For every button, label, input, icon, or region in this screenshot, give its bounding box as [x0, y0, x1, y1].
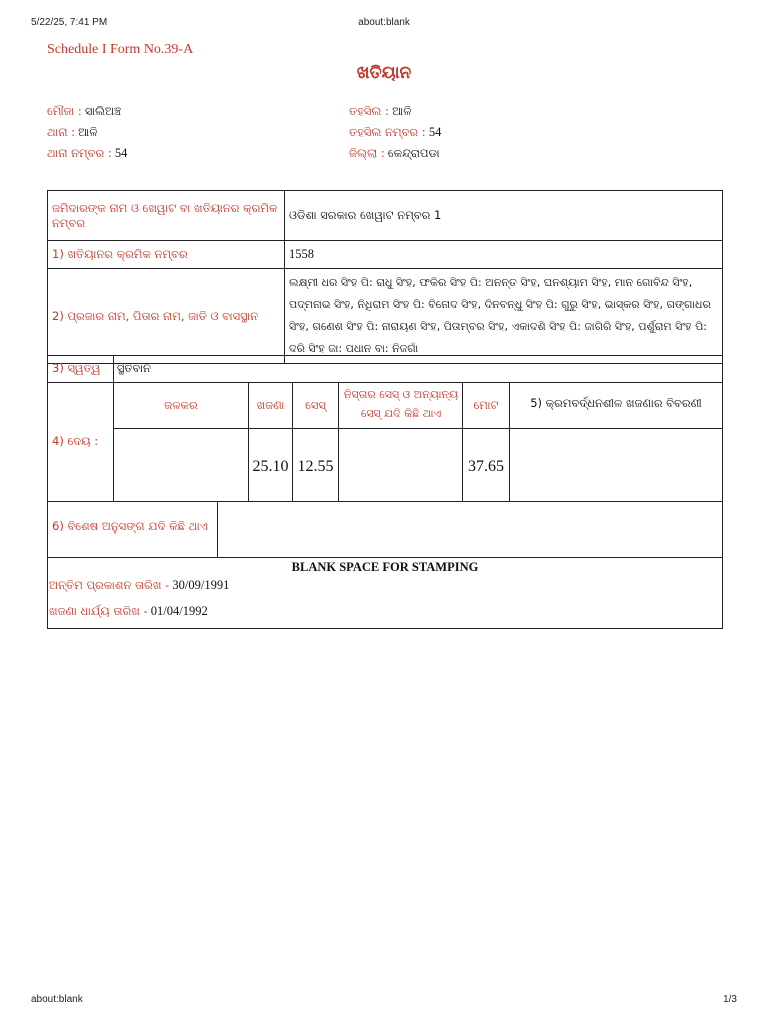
mouza-label: ମୌଜା :	[47, 104, 82, 118]
publication-date-value: 30/09/1991	[172, 578, 230, 592]
header-progressive: 5) କ୍ରମବର୍ଦ୍ଧନଶୀଳ ଖଜଣାର ବିବରଣୀ	[530, 396, 702, 410]
value-cess: 12.55	[297, 458, 334, 475]
thana-no-row	[47, 146, 127, 161]
tenant-row	[48, 269, 723, 364]
stamp-heading: BLANK SPACE FOR STAMPING	[291, 560, 479, 574]
assessment-date-value: 01/04/1992	[150, 604, 208, 618]
special-row	[47, 502, 723, 558]
header-jalkar: ଜଳକର	[164, 398, 198, 412]
owner-row	[48, 191, 723, 241]
thana-no-label: ଥାନା ନମ୍ବର :	[47, 146, 112, 160]
special-divider	[217, 502, 218, 557]
page-title: ଖତିୟାନ	[356, 63, 412, 83]
owner-label: ଜମିଦାରଙ୍କ ନାମ ଓ ଖେୱାଟ ବା ଖତିୟାନର କ୍ରମିକ ନମ୍ବର	[48, 191, 285, 241]
thana-label: ଥାନା :	[47, 125, 75, 139]
right-label: 3) ସ୍ୱତ୍ୱ	[52, 361, 101, 375]
assessment-date-line	[49, 604, 208, 619]
serial-label: 1) ଖତିୟାନର କ୍ରମିକ ନମ୍ବର	[48, 241, 285, 269]
mouza-row	[47, 104, 121, 119]
header-cess: ସେସ୍	[305, 398, 326, 412]
header-other-cess: ନିସ୍ତାର ସେସ୍ ଓ ଅନ୍ୟାନ୍ୟ ସେସ୍ ଯଦି କିଛି ଥାଏ	[343, 388, 459, 420]
owner-value: ଓଡିଶା ସରକାର ଖେୱାଟ ନମ୍ବର 1	[285, 191, 723, 241]
header-total: ମୋଟ	[473, 398, 499, 412]
fees-header-line	[113, 428, 722, 429]
serial-value: 1558	[285, 241, 723, 269]
assessment-date-label: ଖଜଣା ଧାର୍ଯ୍ୟ ତାରିଖ -	[49, 604, 148, 618]
tahasil-row	[349, 104, 412, 119]
publication-date-label: ଅନ୍ତିମ ପ୍ରକାଶନ ତାରିଖ -	[49, 578, 170, 592]
special-label: 6) ବିଶେଷ ଅନୁସଙ୍ଗ ଯଦି କିଛି ଥାଏ	[52, 519, 208, 533]
print-url-footer: about:blank	[31, 994, 83, 1005]
mouza-value: ସାଲିଅଞ୍ଚ	[84, 104, 122, 118]
fees-label: 4) ଦେୟ :	[52, 434, 99, 448]
right-value: ସ୍ଥିତିବାନ	[117, 361, 151, 375]
stamp-box	[47, 557, 723, 629]
fees-row	[47, 382, 723, 502]
header-khajana: ଖଜଣା	[256, 398, 285, 412]
form-number: Schedule I Form No.39-A	[47, 42, 194, 57]
district-label: ଜିଲ୍ଲା :	[349, 146, 385, 160]
tahasil-label: ତହସିଲ :	[349, 104, 389, 118]
thana-no-value: 54	[114, 146, 128, 160]
district-value: କେନ୍ଦ୍ରାପଡା	[387, 146, 440, 160]
value-total: 37.65	[468, 458, 504, 475]
page-counter: 1/3	[723, 994, 737, 1005]
tahasil-no-value: 54	[428, 125, 442, 139]
thana-row	[47, 125, 98, 140]
print-timestamp: 5/22/25, 7:41 PM	[31, 17, 108, 28]
serial-row	[48, 241, 723, 269]
tenant-label: 2) ପ୍ରଜାର ନାମ, ପିତାର ନାମ, ଜାତି ଓ ବାସସ୍ଥାନ	[48, 269, 285, 364]
print-url-header: about:blank	[358, 17, 410, 28]
value-khajana: 25.10	[252, 458, 289, 475]
tahasil-value: ଆଳି	[392, 104, 412, 118]
thana-value: ଆଳି	[78, 125, 98, 139]
fees-divider-4	[338, 382, 339, 501]
district-row	[349, 146, 440, 161]
tahasil-no-label: ତହସିଲ ନମ୍ବର :	[349, 125, 426, 139]
right-row	[47, 355, 723, 383]
tenant-value: ଲକ୍ଷ୍ମୀ ଧର ସିଂହ ପି: ରାଧୁ ସିଂହ, ଫକିର ସିଂହ ପି: ଅନନ୍ତ ସିଂହ, ଘନଶ୍ୟାମ ସିଂହ, ମାନ ଗୋବିନ୍ଦ ସିଂହ, ପଦ୍ମନାଭ ସିଂହ, ନିଧିରାମ ସିଂହ ପି: ବିନୋଦ ସିଂହ, ଦିନବନ୍ଧୁ ସିଂହ ପି: ଗୁରୁ ସିଂହ, ଭାସ୍କର ସିଂହ, ଗଙ୍ଗାଧର ସିଂହ, ଗଣେଶ ସିଂହ ପି: ନାରାୟଣ ସିଂହ, ପିତାମ୍ବର ସିଂହ, ଏକାଦଶି ସିଂହ ପି: ଜାଗିରି ସିଂହ, ପର୍ଶୁରାମ ସିଂହ ପି: ଦରି ସିଂହ ଜା: ପଧାନ ବା: ନିଜଗାଁ	[285, 269, 723, 364]
tahasil-no-row	[349, 125, 441, 140]
record-table	[47, 190, 723, 364]
right-divider	[113, 356, 114, 382]
publication-date-line	[49, 578, 229, 593]
